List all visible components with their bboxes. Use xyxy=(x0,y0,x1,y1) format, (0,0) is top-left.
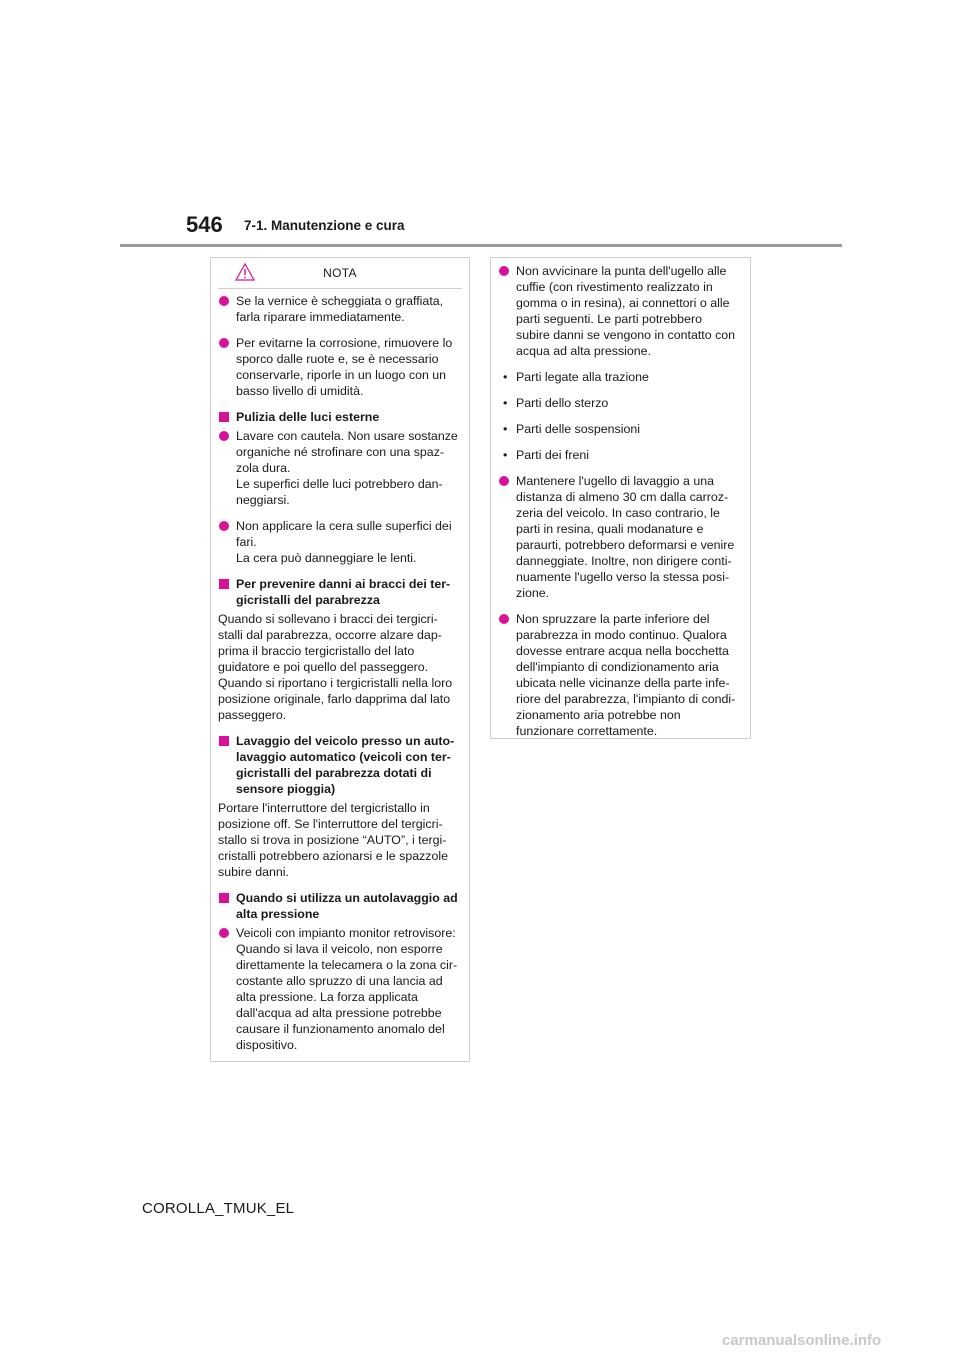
heading-text: Per prevenire danni ai bracci dei ter- gicristalli del parabrezza xyxy=(236,577,451,607)
dot-bullet-icon: • xyxy=(503,422,508,436)
footer-model-code: COROLLA_TMUK_EL xyxy=(142,1200,295,1217)
header-rule xyxy=(120,244,842,247)
square-bullet-icon xyxy=(219,412,229,422)
bullet-text: Non avvicinare la punta dell'ugello alle cuffie (con rivestimento realizzato in gomma o in resina), ai connettori o alle parti seguenti. Le parti potrebbero subire danni se vengono in contatto con acqua ad alta pressione. xyxy=(516,264,736,358)
dot-bullet-icon: • xyxy=(503,448,508,462)
page-number: 546 xyxy=(186,212,223,237)
section-title: 7-1. Manutenzione e cura xyxy=(244,218,405,233)
bullet-item xyxy=(218,428,462,508)
sub-list-item xyxy=(498,421,743,437)
sub-list-item xyxy=(498,395,743,411)
nota-box xyxy=(210,257,470,1062)
heading-text: Pulizia delle luci esterne xyxy=(236,410,380,424)
bullet-text: Non applicare la cera sulle superfici dei fari. La cera può danneggiare le lenti. xyxy=(236,519,452,565)
bullet-dot-icon xyxy=(219,928,229,938)
sub-list-item xyxy=(498,447,743,463)
bullet-item xyxy=(218,925,462,1053)
bullet-dot-icon xyxy=(219,431,229,441)
bullet-item xyxy=(498,611,743,739)
heading-text: Quando si utilizza un autolavaggio ad alta pressione xyxy=(236,891,458,921)
nota-header xyxy=(218,258,462,289)
square-bullet-icon xyxy=(219,736,229,746)
warning-triangle-icon xyxy=(235,263,255,281)
bullet-item xyxy=(498,473,743,601)
bullet-item xyxy=(218,293,462,325)
dot-bullet-icon: • xyxy=(503,370,508,384)
bullet-text: Lavare con cautela. Non usare sostanze organiche né strofinare con una spaz- zola dura. Le superfici delle luci potrebbero dan- neggiarsi. xyxy=(236,429,458,507)
bullet-item xyxy=(498,263,743,359)
bullet-text: Per evitarne la corrosione, rimuovere lo sporco dalle ruote e, se è necessario conservarle, riporle in un luogo con un basso livello di umidità. xyxy=(236,336,453,398)
bullet-item xyxy=(218,518,462,566)
bullet-text: Mantenere l'ugello di lavaggio a una distanza di almeno 30 cm dalla carroz- zeria del veicolo. In caso contrario, le parti in resina, quali modanature e paraurti, potrebbero deformarsi e venire danneggiate. Inoltre, non dirigere conti- nuamente l'ugello verso la stessa posi- zione. xyxy=(516,474,735,600)
paragraph-text: Quando si sollevano i bracci dei tergicri- stalli dal parabrezza, occorre alzare dap- prima il braccio tergicristallo del lato guidatore e poi quello del passeggero. Quando si riportano i tergicristalli nella loro posizione originale, farlo dapprima dal lato passeggero. xyxy=(218,612,453,722)
square-bullet-icon xyxy=(219,893,229,903)
nota-label: NOTA xyxy=(323,266,357,280)
continuation-box xyxy=(490,257,751,739)
bullet-item xyxy=(218,335,462,399)
bullet-dot-icon xyxy=(219,338,229,348)
subsection-heading xyxy=(218,890,462,922)
bullet-dot-icon xyxy=(219,521,229,531)
square-bullet-icon xyxy=(219,579,229,589)
paragraph-text: Portare l'interruttore del tergicristallo in posizione off. Se l'interruttore del tergicri- stallo si trova in posizione “AUTO”, i tergi- cristalli potrebbero azionarsi e le spazzole subire danni. xyxy=(218,801,449,879)
sub-item-text: Parti dello sterzo xyxy=(516,396,609,410)
dot-bullet-icon: • xyxy=(503,396,508,410)
sub-item-text: Parti legate alla trazione xyxy=(516,370,649,384)
heading-text: Lavaggio del veicolo presso un auto- lavaggio automatico (veicoli con ter- gicristalli del parabrezza dotati di sensore pioggia) xyxy=(236,734,455,796)
sub-item-text: Parti delle sospensioni xyxy=(516,422,640,436)
paragraph xyxy=(218,611,462,723)
bullet-dot-icon xyxy=(499,266,509,276)
bullet-dot-icon xyxy=(499,476,509,486)
bullet-dot-icon xyxy=(499,614,509,624)
watermark: carmanualsonline.info xyxy=(722,1332,882,1349)
bullet-dot-icon xyxy=(219,296,229,306)
bullet-text: Se la vernice è scheggiata o graffiata, farla riparare immediatamente. xyxy=(236,294,444,324)
bullet-text: Veicoli con impianto monitor retrovisore: Quando si lava il veicolo, non esporre direttamente la telecamera o la zona cir- costante allo spruzzo di una lancia ad alta pressione. La forza applicata dall'acqua ad alta pressione potrebbe causare il funzionamento anomalo del dispositivo. xyxy=(236,926,458,1052)
subsection-heading xyxy=(218,576,462,608)
bullet-text: Non spruzzare la parte inferiore del parabrezza in modo continuo. Qualora dovesse entrare acqua nella bocchetta dell'impianto di condizionamento aria ubicata nelle vicinanze della parte infe- riore del parabrezza, l'impianto di condi- zionamento aria potrebbe non funzionare correttamente. xyxy=(516,612,736,738)
sub-list-item xyxy=(498,369,743,385)
nota-content xyxy=(211,289,469,1053)
subsection-heading xyxy=(218,733,462,797)
sub-item-text: Parti dei freni xyxy=(516,448,590,462)
paragraph xyxy=(218,800,462,880)
continuation-content xyxy=(491,258,750,739)
subsection-heading xyxy=(218,409,462,425)
